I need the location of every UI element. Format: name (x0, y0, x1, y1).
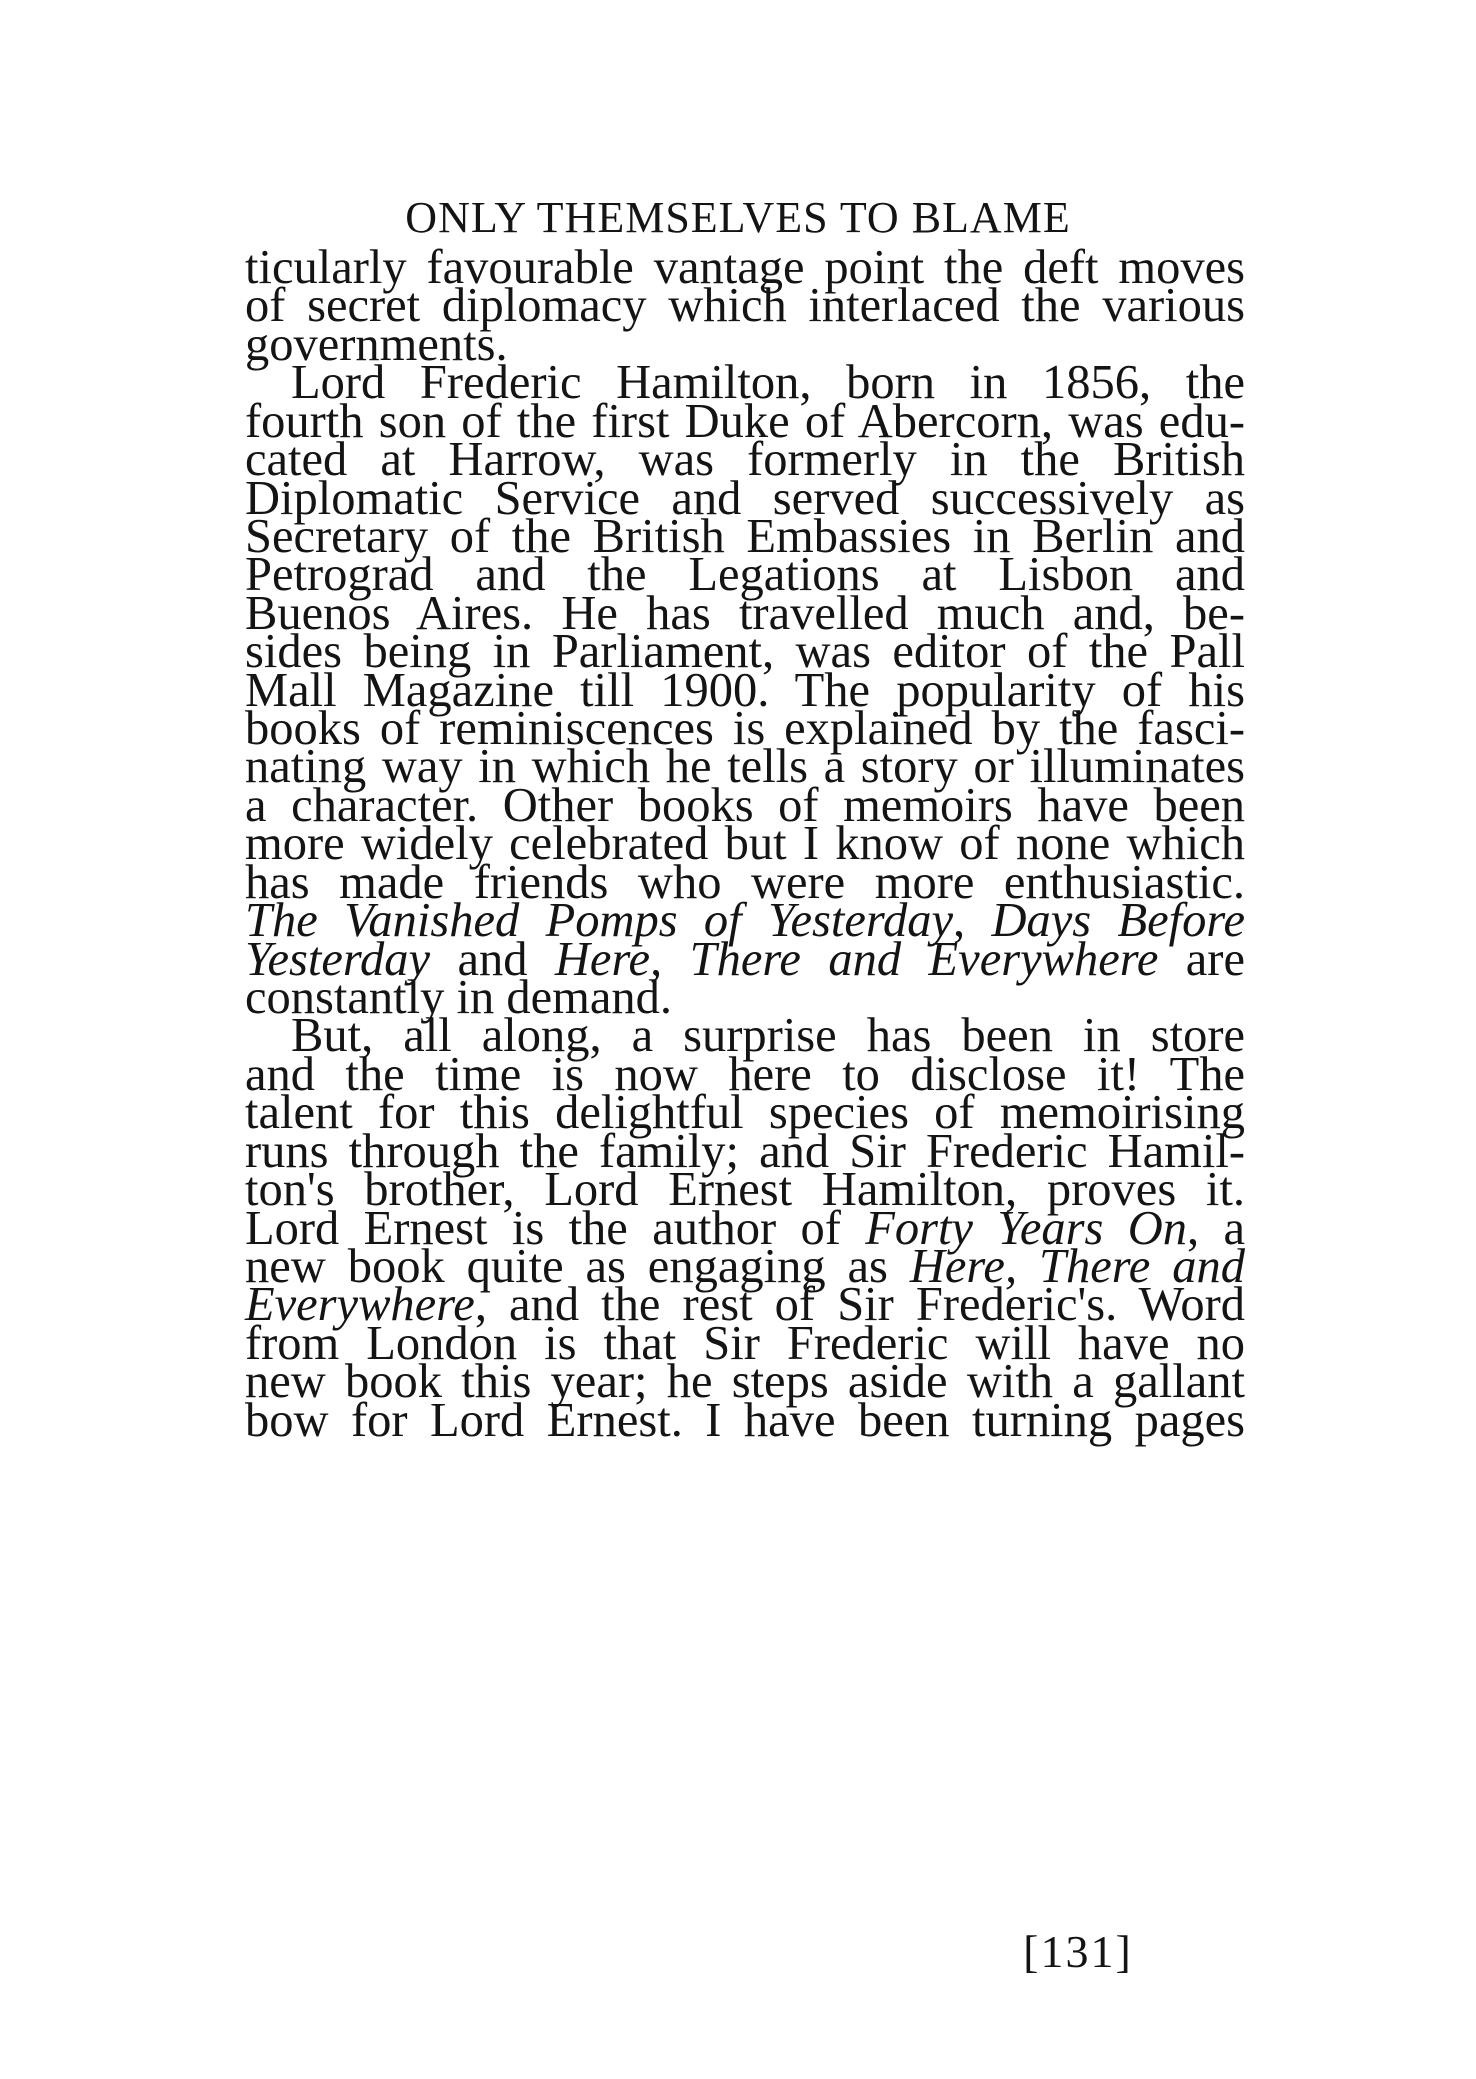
text-segment: sides being in Parliament, was editor of the Pall (245, 625, 1245, 679)
text-segment: and (430, 932, 555, 986)
text-segment: has made friends who were more enthusiastic. (245, 855, 1245, 909)
italic-title: Days Before (991, 894, 1245, 948)
text-segment: talent for this delightful species of memoirising (245, 1086, 1245, 1140)
text-segment: Buenos Aires. He has travelled much and, be- (245, 586, 1245, 640)
text-segment: ton's brother, Lord Ernest Hamilton, proves it. (245, 1163, 1245, 1217)
text-segment: governments. (245, 317, 508, 371)
text-segment: constantly in demand. (245, 970, 672, 1024)
text-segment: bow for Lord Ernest. I have been turning pages (245, 1393, 1245, 1447)
text-segment: of secret diplomacy which interlaced the various (245, 279, 1245, 333)
text-segment: runs through the family; and Sir Frederic Hamil- (245, 1124, 1245, 1178)
text-segment: , (953, 894, 992, 948)
italic-title: Everywhere (245, 1278, 475, 1332)
italic-title: Here, There and Everywhere (554, 932, 1159, 986)
text-segment: are (1158, 932, 1245, 986)
text-segment: from London is that Sir Frederic will have no (245, 1316, 1245, 1370)
text-segment: Secretary of the British Embassies in Berlin and (245, 509, 1245, 563)
text-segment: Lord Ernest is the author of (245, 1201, 866, 1255)
running-head: ONLY THEMSELVES TO BLAME (405, 193, 1071, 242)
text-segment: books of reminiscences is explained by the fasci- (245, 702, 1245, 756)
italic-title: Here, There and (909, 1239, 1245, 1293)
text-segment: Diplomatic Service and served successively as (245, 471, 1245, 525)
text-segment: new book this year; he steps aside with a gallant (245, 1355, 1245, 1409)
text-segment: , a (1186, 1201, 1245, 1255)
text-segment: and the time is now here to disclose it! The (245, 1047, 1245, 1101)
text-segment: cated at Harrow, was formerly in the British (245, 433, 1245, 487)
text-segment: ticularly favourable vantage point the deft moves (245, 241, 1245, 294)
text-segment: fourth son of the first Duke of Abercorn, was edu- (245, 394, 1245, 448)
text-segment: , and the rest of Sir Frederic's. Word (474, 1278, 1245, 1332)
text-line (245, 1391, 1245, 1451)
text-segment: nating way in which he tells a story or illuminates (245, 740, 1245, 794)
text-segment: Petrograd and the Legations at Lisbon and (245, 548, 1245, 602)
text-segment: more widely celebrated but I know of none which (245, 817, 1245, 871)
page-number: [131] (1023, 1926, 1133, 1977)
text-segment: a character. Other books of memoirs have been (245, 778, 1245, 832)
text-segment: Mall Magazine till 1900. The popularity of his (245, 663, 1245, 717)
text-segment: new book quite as engaging as (245, 1239, 910, 1293)
italic-title: Yesterday (245, 932, 431, 986)
italic-title: The Vanished Pomps of Yesterday (245, 894, 954, 948)
italic-title: Forty Years On (865, 1201, 1187, 1255)
text-segment: But, all along, a surprise has been in store (291, 1009, 1245, 1063)
text-segment: Lord Frederic Hamilton, born in 1856, the (291, 356, 1245, 410)
